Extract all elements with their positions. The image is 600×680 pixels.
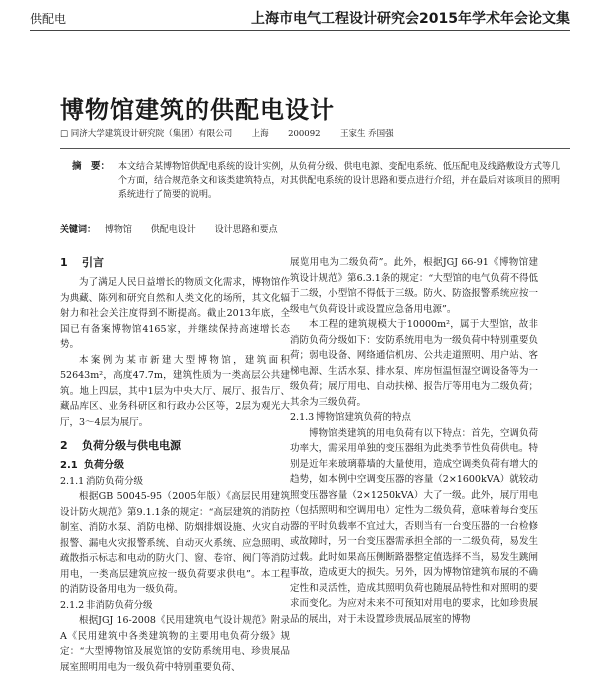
subsection-heading bbox=[60, 458, 290, 474]
subsubsection-heading bbox=[60, 598, 290, 614]
subsubsection-heading bbox=[60, 474, 290, 490]
subsubsection-title: 非消防负荷分级 bbox=[86, 599, 153, 611]
running-header bbox=[30, 8, 570, 28]
subsubsection-title: 博物馆建筑负荷的特点 bbox=[316, 412, 412, 423]
paragraph: 根据GB 50045-95（2005年版）《高层民用建筑设计防火规范》第9.1.1条的规定：“高层建筑的消防控制室、消防水泵、消防电梯、防烟排烟设施、火灾自动报警、漏电火灾报警系统、自动灭火系统、应急照明、疏散指示标志和电动的防火门、窗、卷帘、阀门等消防用电，一类高层建筑应按一级负荷要求供电”。本工程的消防设备用电为一级负荷。 bbox=[60, 491, 290, 595]
subsection-title: 负荷分级 bbox=[84, 460, 124, 471]
section-number: 1 bbox=[60, 256, 68, 269]
header-rule bbox=[30, 30, 570, 31]
abstract bbox=[60, 160, 560, 202]
right-column bbox=[290, 255, 538, 627]
section-heading bbox=[60, 255, 290, 271]
affiliation-line bbox=[60, 127, 394, 139]
paragraph: 根据JGJ 16-2008《民用建筑电气设计规范》附录A《民用建筑中各类建筑物的主要用电负荷分级》规定：“大型博物馆及展览馆的安防系统用电、珍贵展品展室照明用电为一级负荷中特别重要负荷、 bbox=[60, 615, 290, 673]
affiliation-marker: □ bbox=[60, 129, 69, 139]
paragraph: 本案例为某市新建大型博物馆，建筑面积52643m²，高度47.7m，建筑性质为一类高层公共建筑。地上四层，其中1层为中央大厅、展厅、报告厅、藏品库区、业务科研区和行政办公区等，2层为观光大厅，3～4层为展厅。 bbox=[60, 354, 290, 428]
paper-title: 博物馆建筑的供配电设计 bbox=[60, 96, 335, 124]
abstract-label: 摘 要： bbox=[72, 161, 111, 172]
left-column bbox=[60, 255, 290, 675]
paragraph: 本工程的建筑规模大于10000m²，属于大型馆，故非消防负荷分级如下：安防系统用电为一级负荷中特别重要负荷；弱电设备、网络通信机房、公共走道照明、用户站、客梯电源、生活水泵、排水泵、库房恒温恒湿空调设备等为一级负荷；展厅用电、自动扶梯、报告厅等用电为二级负荷；其余为三级负荷。 bbox=[290, 319, 538, 408]
subsubsection-heading bbox=[290, 410, 538, 426]
subsubsection-number: 2.1.3 bbox=[290, 412, 315, 423]
paragraph: 展览用电为二级负荷”。此外，根据JGJ 66-91《博物馆建筑设计规范》第6.3.1条的规定：“大型馆的电气负荷不得低于二级，小型馆不得低于三级。防火、防盗报警系统应按一级电气负荷设计或设置应急备用电源”。 bbox=[290, 257, 538, 315]
paragraph: 博物馆类建筑的用电负荷有以下特点：首先，空调负荷功率大，需采用单独的变压器组为此类季节性负荷供电。特别是近年来玻璃幕墙的大量使用，造成空调类负荷有增大的趋势，如本例中空调变压器的容量（2×1600kVA）就较动照变压器容量（2×1250kVA）大了一级。此外，展厅用电（包括照明和空调用电）定性为二级负荷，意味着每台变压器的平时负载率不宜过大，否则当有一台变压器的一台检修或故障时，另一台变压器需承担全部的一二级负荷，易发生过载。此时如果高压侧断路器整定值选择不当，易发生跳闸事故，造成更大的损失。另外，因为博物馆建筑布展的不确定性和灵活性，造成其照明负荷也随展品特性和对照明的要求而变化。为应对未来不可预知对用电的要求，比如珍贵展品的展出，对于未设置珍贵展品展室的博物 bbox=[290, 427, 538, 625]
keywords bbox=[60, 222, 288, 235]
section-title: 引言 bbox=[82, 256, 104, 269]
abstract-text: 本文结合某博物馆供配电系统的设计实例，从负荷分级、供电电源、变配电系统、低压配电及线路敷设方式等几个方面，结合规范条文和该类建筑特点，对其供配电系统的设计思路和要点进行介绍，并在最后对该项目的照明系统进行了简要的说明。 bbox=[118, 162, 560, 200]
keyword-item: 供配电设计 bbox=[150, 225, 196, 235]
section-title: 负荷分级与供电电源 bbox=[82, 439, 181, 452]
section-number: 2 bbox=[60, 439, 68, 452]
authors: 王家生 乔国强 bbox=[339, 129, 394, 139]
subsubsection-title: 消防负荷分级 bbox=[86, 475, 144, 487]
keyword-item: 博物馆 bbox=[104, 225, 132, 235]
header-section: 供配电 bbox=[30, 12, 67, 26]
keywords-label: 关键词： bbox=[60, 225, 97, 235]
keyword-item: 设计思路和要点 bbox=[214, 225, 278, 235]
subsubsection-number: 2.1.1 bbox=[60, 475, 85, 487]
title-rule bbox=[60, 148, 570, 149]
subsection-number: 2.1 bbox=[60, 460, 78, 471]
affiliation-city: 上海 bbox=[251, 129, 269, 139]
section-heading bbox=[60, 438, 290, 454]
paragraph: 为了满足人民日益增长的物质文化需求，博物馆作为典藏、陈列和研究自然和人类文化的场所，其文化辐射力和社会关注度得到不断提高。截止2013年底，全国已有备案博物馆4165家，并继续保持高速增长态势。 bbox=[60, 277, 290, 350]
subsubsection-number: 2.1.2 bbox=[60, 599, 85, 611]
header-journal: 上海市电气工程设计研究会2015年学术年会论文集 bbox=[251, 11, 570, 27]
affiliation-institute: 同济大学建筑设计研究院（集团）有限公司 bbox=[70, 129, 233, 139]
affiliation-postcode: 200092 bbox=[288, 129, 321, 139]
